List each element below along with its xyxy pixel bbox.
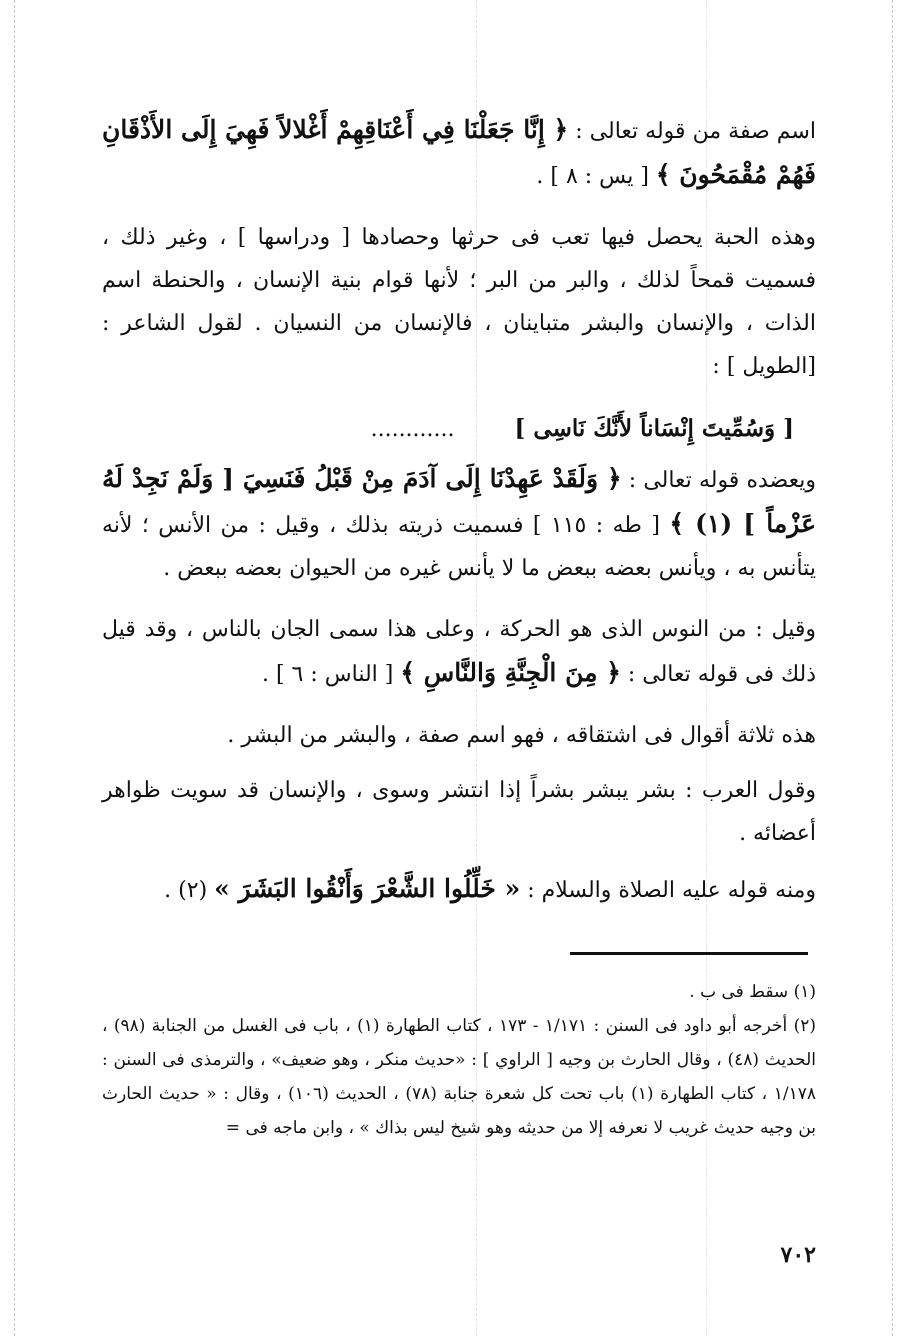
- paragraph-1-citation: [ يس : ٨ ] .: [536, 164, 656, 189]
- quran-quote-nas: ﴿ مِنَ الْجِنَّةِ وَالنَّاسِ ﴾: [400, 658, 621, 687]
- quran-quote-yasin: ﴿ إِنَّا جَعَلْنَا فِي أَعْنَاقِهِمْ أَغْلالاً فَهِيَ إِلَى الأَذْقَانِ فَهُمْ مُقْمَحُونَ ﴾: [102, 115, 816, 189]
- paragraph-4-citation: [ الناس : ٦ ] .: [261, 662, 401, 687]
- footnotes: [102, 975, 816, 1145]
- paragraph-7-lead: ومنه قوله عليه الصلاة والسلام :: [520, 878, 816, 903]
- paragraph-1: [102, 108, 816, 198]
- paragraph-1-lead: اسم صفة من قوله تعالى :: [568, 119, 816, 144]
- paragraph-7-ref: (٢) .: [164, 878, 215, 903]
- paragraph-5: هذه ثلاثة أقوال فى اشتقاقه ، فهو اسم صفة ، والبشر من البشر .: [227, 723, 816, 748]
- paragraph-3-lead: ويعضده قوله تعالى :: [621, 468, 816, 493]
- footnote-1: (١) سقط فى ب .: [689, 982, 816, 1002]
- main-text: [102, 108, 816, 924]
- paragraph-6: وقول العرب : بشر يبشر بشراً إذا انتشر وسوى ، والإنسان قد سويت ظواهر أعضائه .: [102, 778, 816, 846]
- paragraph-4-lead: وقيل : من النوس الذى هو الحركة ، وعلى هذا سمى الجان بالناس ، وقد قيل ذلك فى قوله تعالى :: [102, 617, 816, 687]
- paragraph-3: [102, 457, 816, 590]
- footnote-separator: [570, 952, 808, 955]
- right-margin-guide: [892, 0, 893, 1336]
- page-number: ٧٠٢: [780, 1242, 816, 1268]
- poem-hemistich: [ وَسُمِّيتَ إِنْسَاناً لأَنَّكَ نَاسِى ]: [514, 415, 794, 442]
- paragraph-4: [102, 608, 816, 696]
- hadith-quote: « خَلِّلُوا الشَّعْرَ وَأَنْقُوا البَشَرَ »: [214, 874, 521, 903]
- poem-verse: [102, 406, 816, 453]
- footnote-2: (٢) أخرجه أبو داود فى السنن : ١/١٧١ - ١٧٣ ، كتاب الطهارة (١) ، باب فى الغسل من الجنابة (٩٨) ، الحديث (٤٨) ، وقال الحارث بن وجيه [ الراوي ] : «حديث منكر ، وهو ضعيف» ، والترمذى فى السنن : ١/١٧٨ ، كتاب الطهارة (١) باب تحت كل شعرة جنابة (٧٨) ، الحديث (١٠٦) ، وقال : « حديث الحارث بن وجيه حديث غريب لا نعرفه إلا من حديثه وهو شيخ ليس بذاك » ، وابن ماجه فى =: [102, 1016, 816, 1138]
- paragraph-3-rest: [ طه : ١١٥ ] فسميت ذريته بذلك ، وقيل : من الأنس ؛ لأنه يتأنس به ، ويأنس بعضه ببعض ما لا يأنس غيره من الحيوان بعضه ببعض .: [102, 513, 816, 581]
- paragraph-7: [102, 867, 816, 912]
- left-margin-guide: [14, 0, 15, 1336]
- ellipsis-dots: ............: [370, 417, 455, 442]
- quran-quote-taha: ﴿ وَلَقَدْ عَهِدْنَا إِلَى آدَمَ مِنْ قَبْلُ فَنَسِيَ [ وَلَمْ نَجِدْ لَهُ عَزْماً ] (١) ﴾: [102, 464, 816, 538]
- paragraph-2: وهذه الحبة يحصل فيها تعب فى حرثها وحصادها [ ودراسها ] ، وغير ذلك ، فسميت قمحاً لذلك ، والبر من البر ؛ لأنها قوام بنية الإنسان ، والحنطة اسم الذات ، والإنسان والبشر متباينان ، فالإنسان من النسيان . لقول الشاعر : [الطويل ] :: [102, 225, 816, 379]
